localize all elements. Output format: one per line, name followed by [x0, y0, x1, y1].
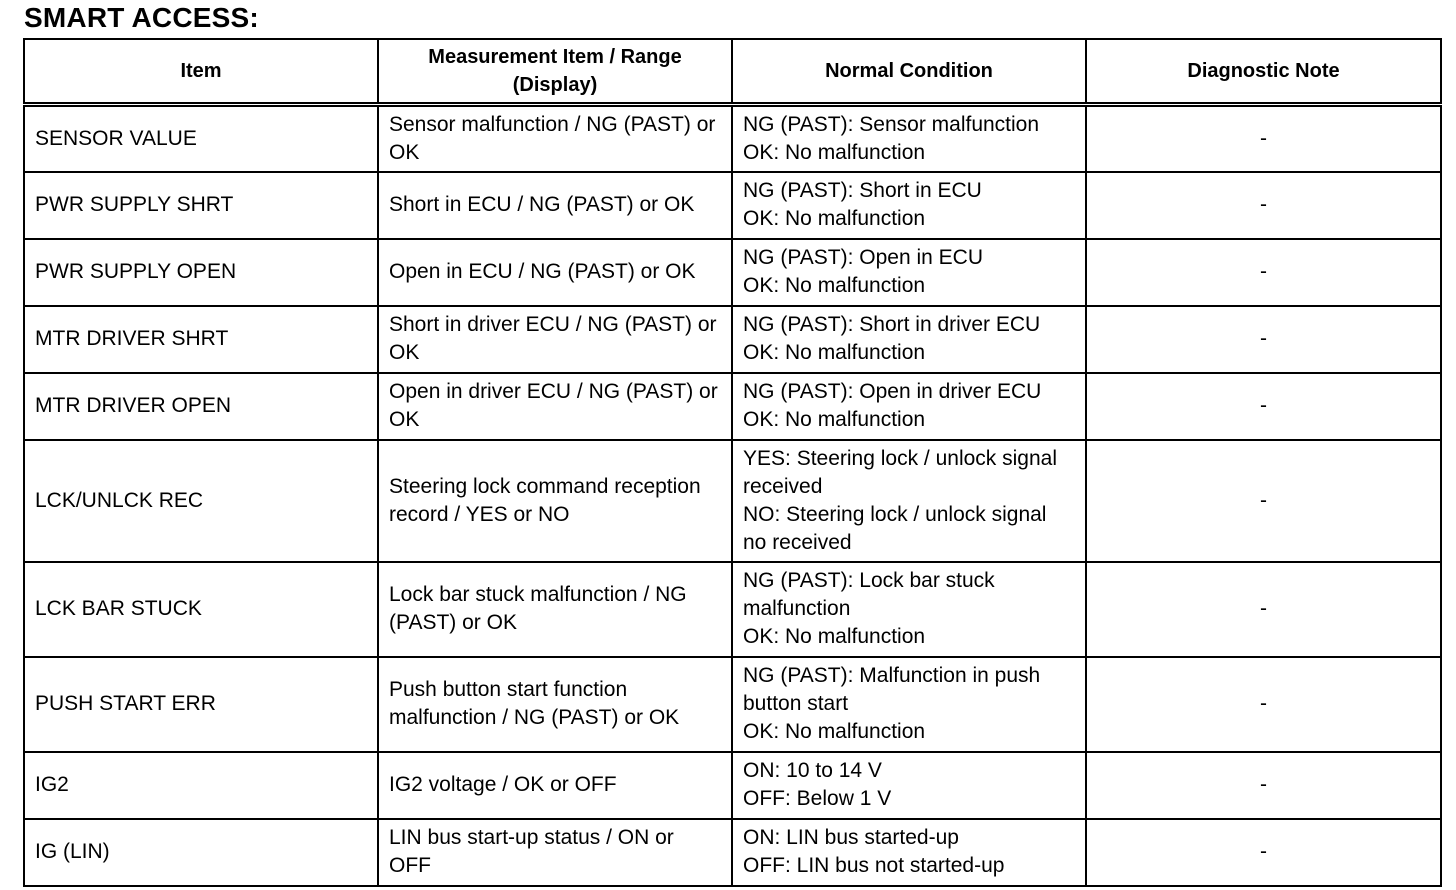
normal-condition-cell: ON: 10 to 14 V OFF: Below 1 V: [732, 752, 1086, 819]
diagnostic-note-cell: -: [1086, 306, 1441, 373]
diagnostic-note-cell: -: [1086, 440, 1441, 562]
table-header-row: [24, 39, 1441, 105]
measurement-cell: Push button start function malfunction / NG (PAST) or OK: [378, 657, 732, 752]
diagnostic-note-cell: -: [1086, 239, 1441, 306]
table-row: [24, 819, 1441, 886]
item-cell: IG (LIN): [24, 819, 378, 886]
table-row: [24, 752, 1441, 819]
measurement-cell: Steering lock command reception record / YES or NO: [378, 440, 732, 562]
item-cell: SENSOR VALUE: [24, 105, 378, 172]
measurement-cell: LIN bus start-up status / ON or OFF: [378, 819, 732, 886]
table-row: [24, 440, 1441, 562]
item-cell: LCK BAR STUCK: [24, 562, 378, 657]
item-cell: LCK/UNLCK REC: [24, 440, 378, 562]
table-row: [24, 172, 1441, 239]
table-row: [24, 239, 1441, 306]
table-row: [24, 657, 1441, 752]
item-cell: PWR SUPPLY OPEN: [24, 239, 378, 306]
normal-condition-cell: NG (PAST): Sensor malfunction OK: No malfunction: [732, 105, 1086, 172]
smart-access-table: [23, 38, 1442, 887]
measurement-cell: Lock bar stuck malfunction / NG (PAST) or OK: [378, 562, 732, 657]
measurement-cell: Short in driver ECU / NG (PAST) or OK: [378, 306, 732, 373]
normal-condition-cell: NG (PAST): Malfunction in push button start OK: No malfunction: [732, 657, 1086, 752]
table-row: [24, 373, 1441, 440]
normal-condition-cell: NG (PAST): Open in ECU OK: No malfunction: [732, 239, 1086, 306]
measurement-cell: IG2 voltage / OK or OFF: [378, 752, 732, 819]
diagnostic-note-cell: -: [1086, 562, 1441, 657]
normal-condition-cell: NG (PAST): Short in ECU OK: No malfunction: [732, 172, 1086, 239]
table-row: [24, 562, 1441, 657]
item-cell: MTR DRIVER OPEN: [24, 373, 378, 440]
diagnostic-note-cell: -: [1086, 752, 1441, 819]
normal-condition-cell: NG (PAST): Lock bar stuck malfunction OK: No malfunction: [732, 562, 1086, 657]
normal-condition-cell: YES: Steering lock / unlock signal received NO: Steering lock / unlock signal no received: [732, 440, 1086, 562]
normal-condition-cell: NG (PAST): Short in driver ECU OK: No malfunction: [732, 306, 1086, 373]
measurement-cell: Short in ECU / NG (PAST) or OK: [378, 172, 732, 239]
diagnostic-note-cell: -: [1086, 819, 1441, 886]
diagnostic-note-cell: -: [1086, 172, 1441, 239]
table-row: [24, 105, 1441, 172]
normal-condition-cell: ON: LIN bus started-up OFF: LIN bus not started-up: [732, 819, 1086, 886]
header-measurement: Measurement Item / Range (Display): [378, 39, 732, 105]
normal-condition-cell: NG (PAST): Open in driver ECU OK: No malfunction: [732, 373, 1086, 440]
header-diagnostic-note: Diagnostic Note: [1086, 39, 1441, 105]
item-cell: PWR SUPPLY SHRT: [24, 172, 378, 239]
measurement-cell: Sensor malfunction / NG (PAST) or OK: [378, 105, 732, 172]
diagnostic-note-cell: -: [1086, 373, 1441, 440]
item-cell: MTR DRIVER SHRT: [24, 306, 378, 373]
header-normal-condition: Normal Condition: [732, 39, 1086, 105]
table-row: [24, 306, 1441, 373]
diagnostic-note-cell: -: [1086, 105, 1441, 172]
diagnostic-note-cell: -: [1086, 657, 1441, 752]
page-title: SMART ACCESS:: [24, 2, 259, 33]
item-cell: IG2: [24, 752, 378, 819]
item-cell: PUSH START ERR: [24, 657, 378, 752]
header-item: Item: [24, 39, 378, 105]
measurement-cell: Open in driver ECU / NG (PAST) or OK: [378, 373, 732, 440]
measurement-cell: Open in ECU / NG (PAST) or OK: [378, 239, 732, 306]
